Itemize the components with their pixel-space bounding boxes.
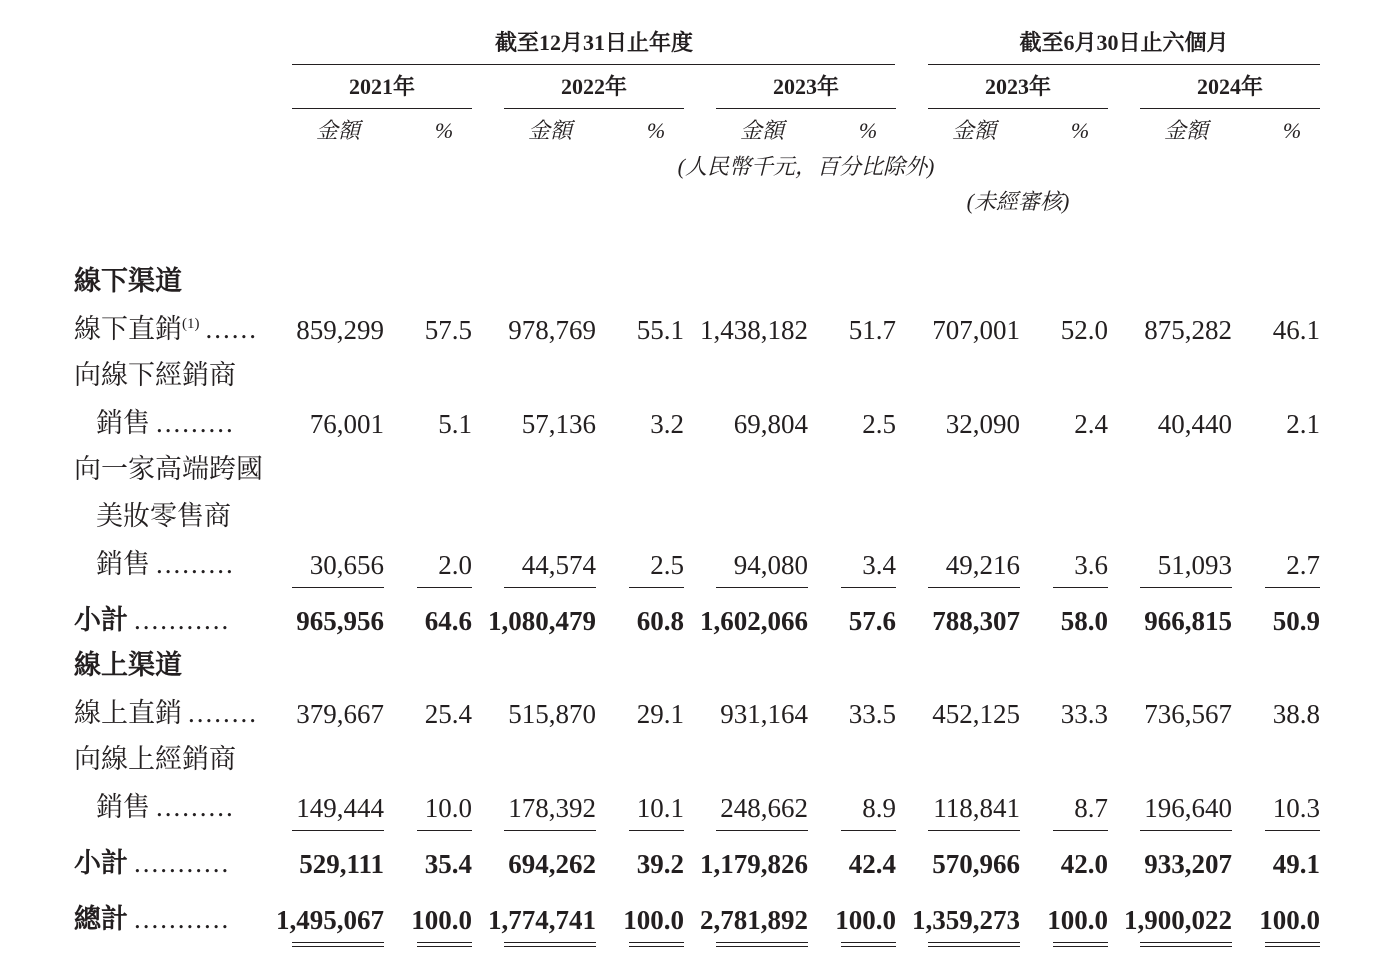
- cell-amount: 149,444: [296, 793, 384, 823]
- total-double-rule: [417, 942, 472, 947]
- cell-amount: 570,966: [932, 849, 1020, 879]
- cell-percent: 39.2: [636, 849, 684, 879]
- subheader-pct: %: [646, 118, 666, 143]
- cell-percent: 38.8: [1272, 699, 1320, 729]
- cell-amount: 515,870: [508, 699, 596, 729]
- header-rule-six-months: [928, 64, 1320, 65]
- cell-percent: 42.4: [848, 849, 896, 879]
- cell-amount: 736,567: [1144, 699, 1232, 729]
- row-label: [74, 906, 230, 933]
- row-label: [74, 362, 236, 389]
- total-double-rule: [504, 942, 596, 947]
- subheader-amount: 金額: [1163, 118, 1208, 143]
- cell-amount: 1,080,479: [488, 606, 596, 636]
- header-rule-fiscal-year: [292, 64, 895, 65]
- cell-amount: 875,282: [1144, 315, 1232, 345]
- year-rule-2024-h1: [1140, 108, 1320, 109]
- subheader-pct: %: [434, 118, 454, 143]
- subheader-pct: %: [1282, 118, 1302, 143]
- row-label: [96, 410, 235, 437]
- row-label-text: 小計: [74, 605, 128, 635]
- subheader-amount: 金額: [527, 118, 572, 143]
- cell-percent: 57.6: [848, 606, 896, 636]
- year-rule-2023-fy: [716, 108, 896, 109]
- header-year-2023-h1: 2023年: [984, 74, 1051, 99]
- row-label: [96, 794, 235, 821]
- subtotal-rule: [928, 587, 1020, 588]
- cell-percent: 2.1: [1286, 409, 1320, 439]
- cell-percent: 2.7: [1286, 550, 1320, 580]
- cell-percent: 3.4: [862, 550, 896, 580]
- cell-percent: 29.1: [636, 699, 684, 729]
- subtotal-rule: [841, 830, 896, 831]
- total-double-rule: [292, 942, 384, 947]
- row-label: [74, 456, 263, 483]
- cell-amount: 118,841: [933, 793, 1020, 823]
- cell-percent: 46.1: [1272, 315, 1320, 345]
- cell-percent: 51.7: [848, 315, 896, 345]
- subheader-pct: %: [858, 118, 878, 143]
- cell-amount: 707,001: [932, 315, 1020, 345]
- subtotal-rule: [1140, 830, 1232, 831]
- row-label-text: 線上渠道: [74, 650, 182, 680]
- cell-amount: 76,001: [309, 409, 384, 439]
- cell-amount: 1,359,273: [912, 905, 1020, 935]
- header-group-six-months: 截至6月30日止六個月: [1019, 30, 1229, 55]
- cell-percent: 100.0: [1047, 905, 1108, 935]
- subheader-pct: %: [1070, 118, 1090, 143]
- cell-amount: 57,136: [521, 409, 596, 439]
- leader-dots: ........: [188, 698, 258, 728]
- row-label-text: 總計: [74, 904, 128, 934]
- cell-percent: 10.1: [636, 793, 684, 823]
- row-label-text: 小計: [74, 848, 128, 878]
- cell-percent: 33.5: [848, 699, 896, 729]
- cell-amount: 379,667: [296, 699, 384, 729]
- cell-percent: 5.1: [438, 409, 472, 439]
- subtotal-rule: [1053, 830, 1108, 831]
- subtotal-rule: [1053, 587, 1108, 588]
- row-label-text: 線上直銷: [74, 698, 182, 728]
- row-label-text: 銷售: [96, 549, 150, 579]
- subtotal-rule: [1140, 587, 1232, 588]
- cell-percent: 42.0: [1060, 849, 1108, 879]
- cell-amount: 94,080: [733, 550, 808, 580]
- cell-percent: 3.2: [650, 409, 684, 439]
- cell-amount: 694,262: [508, 849, 596, 879]
- cell-amount: 933,207: [1144, 849, 1232, 879]
- unit-note: (人民幣千元，百分比除外): [677, 154, 935, 179]
- cell-amount: 859,299: [296, 315, 384, 345]
- cell-percent: 8.7: [1074, 793, 1108, 823]
- row-label: [96, 503, 231, 530]
- cell-percent: 8.9: [862, 793, 896, 823]
- cell-percent: 100.0: [835, 905, 896, 935]
- row-label-text: 線下渠道: [74, 266, 182, 296]
- cell-percent: 2.4: [1074, 409, 1108, 439]
- header-year-2021: 2021年: [348, 74, 415, 99]
- cell-percent: 25.4: [424, 699, 472, 729]
- cell-percent: 64.6: [424, 606, 472, 636]
- leader-dots: .........: [156, 549, 235, 579]
- subtotal-rule: [292, 830, 384, 831]
- total-double-rule: [1140, 942, 1232, 947]
- cell-percent: 52.0: [1060, 315, 1108, 345]
- cell-amount: 1,774,741: [488, 905, 596, 935]
- row-label: [74, 316, 258, 343]
- row-label-text: 向線下經銷商: [74, 360, 236, 390]
- subheader-amount: 金額: [315, 118, 360, 143]
- subtotal-rule: [841, 587, 896, 588]
- cell-percent: 100.0: [623, 905, 684, 935]
- cell-amount: 248,662: [720, 793, 808, 823]
- subheader-amount: 金額: [739, 118, 784, 143]
- subtotal-rule: [1265, 830, 1320, 831]
- cell-percent: 3.6: [1074, 550, 1108, 580]
- cell-amount: 978,769: [508, 315, 596, 345]
- cell-amount: 51,093: [1157, 550, 1232, 580]
- cell-percent: 50.9: [1272, 606, 1320, 636]
- header-group-fiscal-year: 截至12月31日止年度: [494, 30, 693, 55]
- leader-dots: .........: [156, 408, 235, 438]
- leader-dots: .........: [156, 792, 235, 822]
- total-double-rule: [841, 942, 896, 947]
- leader-dots: ...........: [134, 848, 231, 878]
- cell-amount: 529,111: [299, 849, 384, 879]
- row-label-text: 銷售: [96, 792, 150, 822]
- cell-percent: 2.5: [862, 409, 896, 439]
- cell-amount: 196,640: [1144, 793, 1232, 823]
- cell-percent: 33.3: [1060, 699, 1108, 729]
- cell-amount: 1,900,022: [1124, 905, 1232, 935]
- cell-percent: 100.0: [1259, 905, 1320, 935]
- cell-amount: 30,656: [309, 550, 384, 580]
- subtotal-rule: [716, 587, 808, 588]
- cell-amount: 931,164: [720, 699, 808, 729]
- row-label-text: 銷售: [96, 408, 150, 438]
- cell-percent: 2.0: [438, 550, 472, 580]
- leader-dots: ......: [205, 314, 258, 344]
- year-rule-2022: [504, 108, 684, 109]
- total-double-rule: [629, 942, 684, 947]
- subtotal-rule: [292, 587, 384, 588]
- cell-amount: 1,438,182: [700, 315, 808, 345]
- row-label: [74, 850, 230, 877]
- cell-percent: 60.8: [636, 606, 684, 636]
- year-rule-2023-h1: [928, 108, 1108, 109]
- header-year-2024-h1: 2024年: [1196, 74, 1263, 99]
- footnote-marker: (1): [182, 316, 200, 332]
- cell-percent: 49.1: [1272, 849, 1320, 879]
- cell-amount: 2,781,892: [700, 905, 808, 935]
- subheader-amount: 金額: [951, 118, 996, 143]
- cell-amount: 40,440: [1157, 409, 1232, 439]
- row-label: [74, 700, 258, 727]
- cell-percent: 100.0: [411, 905, 472, 935]
- leader-dots: ...........: [134, 605, 231, 635]
- cell-amount: 452,125: [932, 699, 1020, 729]
- unaudited-note: (未經審核): [966, 189, 1070, 214]
- total-double-rule: [1265, 942, 1320, 947]
- subtotal-rule: [1265, 587, 1320, 588]
- row-label-text: 向一家高端跨國: [74, 454, 263, 484]
- subtotal-rule: [928, 830, 1020, 831]
- cell-percent: 35.4: [424, 849, 472, 879]
- cell-amount: 788,307: [932, 606, 1020, 636]
- cell-amount: 1,602,066: [700, 606, 808, 636]
- cell-percent: 58.0: [1060, 606, 1108, 636]
- subtotal-rule: [629, 830, 684, 831]
- row-label: [74, 746, 236, 773]
- total-double-rule: [928, 942, 1020, 947]
- cell-amount: 44,574: [521, 550, 596, 580]
- row-label-text: 美妝零售商: [96, 501, 231, 531]
- total-double-rule: [716, 942, 808, 947]
- cell-amount: 965,956: [296, 606, 384, 636]
- cell-amount: 32,090: [945, 409, 1020, 439]
- cell-percent: 55.1: [636, 315, 684, 345]
- year-rule-2021: [292, 108, 472, 109]
- subtotal-rule: [504, 830, 596, 831]
- cell-amount: 178,392: [508, 793, 596, 823]
- subtotal-rule: [716, 830, 808, 831]
- row-label-text: 線下直銷: [74, 314, 182, 344]
- cell-percent: 10.0: [424, 793, 472, 823]
- row-label: [74, 607, 230, 634]
- subtotal-rule: [629, 587, 684, 588]
- cell-percent: 2.5: [650, 550, 684, 580]
- cell-amount: 1,495,067: [276, 905, 384, 935]
- subtotal-rule: [504, 587, 596, 588]
- subtotal-rule: [417, 830, 472, 831]
- row-label: [96, 551, 235, 578]
- header-year-2023-fy: 2023年: [772, 74, 839, 99]
- row-label-text: 向線上經銷商: [74, 744, 236, 774]
- total-double-rule: [1053, 942, 1108, 947]
- header-year-2022: 2022年: [560, 74, 627, 99]
- leader-dots: ...........: [134, 904, 231, 934]
- cell-amount: 69,804: [733, 409, 808, 439]
- cell-percent: 10.3: [1272, 793, 1320, 823]
- row-label: [74, 652, 182, 679]
- subtotal-rule: [417, 587, 472, 588]
- cell-amount: 966,815: [1144, 606, 1232, 636]
- cell-amount: 49,216: [945, 550, 1020, 580]
- row-label: [74, 268, 182, 295]
- cell-percent: 57.5: [424, 315, 472, 345]
- cell-amount: 1,179,826: [700, 849, 808, 879]
